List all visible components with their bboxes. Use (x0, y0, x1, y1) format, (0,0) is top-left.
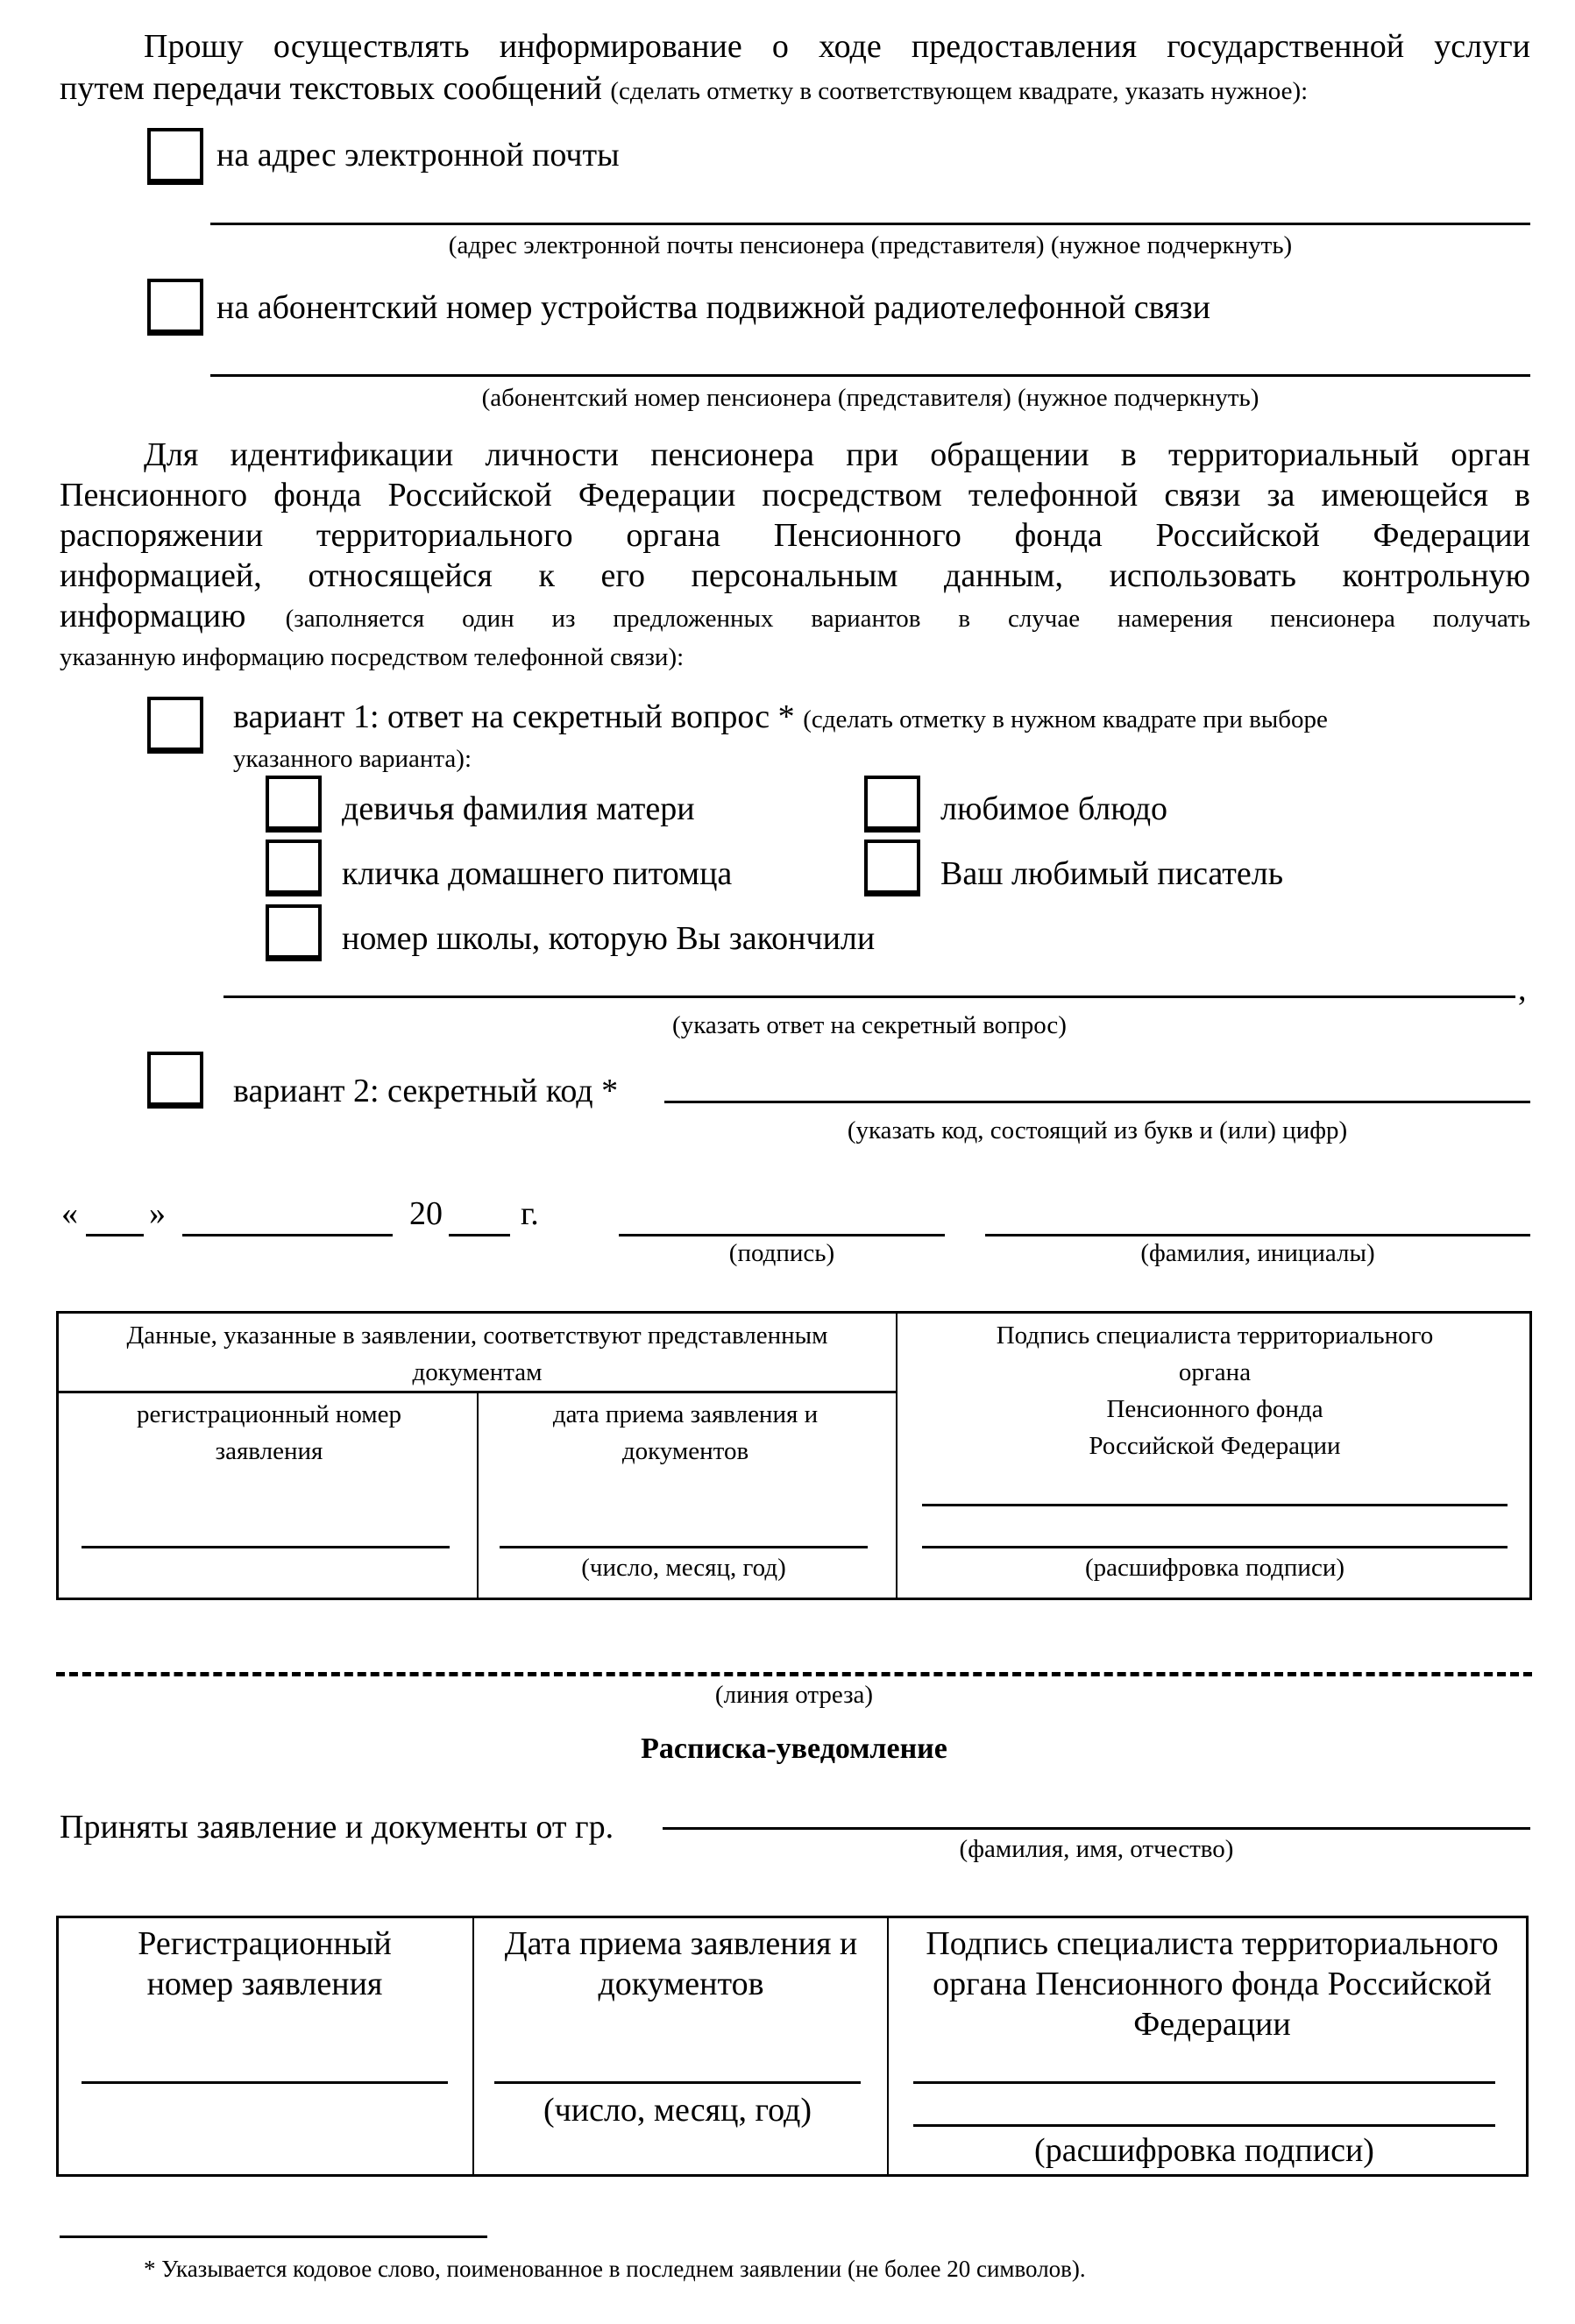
question-maiden-name-label: девичья фамилия матери (342, 790, 695, 827)
specialist-label-line3: Пенсионного фонда (1106, 1395, 1323, 1423)
office-use-table (56, 1311, 1532, 1600)
applicant-name-input-line[interactable] (663, 1827, 1530, 1830)
phone-input-line[interactable] (210, 374, 1530, 377)
specialist-decode-caption: (расшифровка подписи) (1084, 1554, 1345, 1582)
question-pet-name-checkbox[interactable] (266, 840, 322, 896)
ident-line-5-text: информацию (60, 598, 286, 634)
question-favorite-writer-checkbox[interactable] (864, 840, 920, 896)
receipt-date-caption: (число, месяц, год) (543, 2092, 812, 2129)
accepted-from-label: Приняты заявление и документы от гр. (60, 1809, 614, 1846)
secret-answer-input-line[interactable] (223, 995, 1515, 998)
notify-intro-line2 (60, 68, 1530, 109)
ident-line-6: указанную информацию посредством телефонной связи): (60, 643, 685, 671)
receipt-specialist-decode-input-line[interactable] (913, 2124, 1495, 2127)
receipt-table (56, 1916, 1529, 2177)
date-year-suffix: г. (521, 1195, 539, 1232)
variant1-label-text: вариант 1: ответ на секретный вопрос * (233, 698, 804, 735)
specialist-label-line1: Подпись специалиста территориального (996, 1321, 1434, 1350)
receipt-specialist-decode-caption: (расшифровка подписи) (1034, 2132, 1374, 2169)
receipt-specialist-signature-input-line[interactable] (913, 2081, 1495, 2084)
specialist-signature-input-line[interactable] (922, 1504, 1508, 1506)
ident-line-5 (60, 596, 1530, 636)
table-divider (477, 1391, 479, 1598)
ident-line-2: Пенсионного фонда Российской Федерации посредством телефонной связи за имеющейся в (60, 477, 1530, 514)
variant1-checkbox[interactable] (147, 697, 203, 754)
receipt-title: Расписка-уведомление (641, 1732, 947, 1765)
date-received-input-line[interactable] (500, 1546, 868, 1548)
table-divider (887, 1918, 889, 2174)
receipt-reg-number-label: Регистрационный номер заявления (138, 1925, 392, 2002)
ident-line-4: информацией, относящейся к его персональным данным, использовать контрольную (60, 557, 1530, 594)
phone-option-label: на абонентский номер устройства подвижной радиотелефонной связи (216, 289, 1210, 326)
notify-intro-text: путем передачи текстовых сообщений (60, 70, 611, 107)
question-school-number-label: номер школы, которую Вы закончили (342, 920, 876, 957)
receipt-reg-number-input-line[interactable] (82, 2081, 448, 2084)
specialist-label-line4: Российской Федерации (1089, 1432, 1341, 1460)
data-matches-header: Данные, указанные в заявлении, соответствуют представленным документам (126, 1321, 828, 1386)
date-month-input[interactable] (182, 1234, 393, 1236)
question-favorite-writer-label: Ваш любимый писатель (940, 855, 1284, 892)
question-school-number-checkbox[interactable] (266, 904, 322, 961)
date-open-quote: « (61, 1195, 78, 1232)
reg-number-input-line[interactable] (82, 1546, 450, 1548)
ident-line-5-note: (заполняется один из предложенных вариантов в случае намерения пенсионера получать (285, 605, 1530, 633)
variant1-label-note2: указанного варианта): (233, 745, 472, 773)
email-option-label: на адрес электронной почты (216, 137, 620, 174)
name-initials-input-line[interactable] (985, 1234, 1530, 1236)
date-day-input[interactable] (86, 1234, 144, 1236)
secret-code-input-line[interactable] (664, 1101, 1530, 1103)
date-received-label: дата приема заявления и документов (552, 1400, 819, 1465)
specialist-label-line2: органа (1178, 1358, 1252, 1386)
name-initials-caption: (фамилия, инициалы) (1140, 1239, 1375, 1267)
question-favorite-dish-label: любимое блюдо (940, 790, 1168, 827)
date-year-prefix: 20 (409, 1195, 443, 1232)
footnote-separator (60, 2235, 487, 2238)
secret-answer-caption: (указать ответ на секретный вопрос) (672, 1011, 1067, 1039)
phone-caption: (абонентский номер пенсионера (представителя) (нужное подчеркнуть) (481, 384, 1259, 412)
secret-answer-comma: , (1518, 971, 1527, 1008)
ident-line-1: Для идентификации личности пенсионера при обращении в территориальный орган (144, 436, 1530, 473)
ident-line-3: распоряжении территориального органа Пенсионного фонда Российской Федерации (60, 517, 1530, 554)
variant2-label: вариант 2: секретный код * (233, 1073, 619, 1109)
date-close-quote: » (149, 1195, 166, 1232)
email-checkbox[interactable] (147, 128, 203, 185)
footnote-text: * Указывается кодовое слово, поименованное в последнем заявлении (не более 20 символов). (144, 2256, 1086, 2282)
receipt-date-input-line[interactable] (494, 2081, 861, 2084)
specialist-decode-input-line[interactable] (922, 1546, 1508, 1548)
question-pet-name-label: кличка домашнего питомца (342, 855, 733, 892)
reg-number-label: регистрационный номер заявления (136, 1400, 402, 1465)
question-favorite-dish-checkbox[interactable] (864, 776, 920, 833)
date-received-caption: (число, месяц, год) (581, 1554, 786, 1582)
email-caption: (адрес электронной почты пенсионера (представителя) (нужное подчеркнуть) (448, 231, 1293, 259)
specialist-signature-label (897, 1317, 1532, 1464)
variant1-label-note: (сделать отметку в нужном квадрате при выборе (803, 705, 1328, 733)
phone-checkbox[interactable] (147, 279, 203, 336)
cut-line (56, 1672, 1532, 1676)
receipt-specialist-label: Подпись специалиста территориального органа Пенсионного фонда Российской Федерации (926, 1925, 1499, 2043)
secret-code-caption: (указать код, состоящий из букв и (или) цифр) (847, 1116, 1348, 1144)
applicant-name-caption: (фамилия, имя, отчество) (959, 1835, 1234, 1863)
table-divider (472, 1918, 474, 2174)
question-maiden-name-checkbox[interactable] (266, 776, 322, 833)
notify-intro-line1: Прошу осуществлять информирование о ходе предоставления государственной услуги (144, 28, 1530, 65)
variant2-checkbox[interactable] (147, 1052, 203, 1109)
email-input-line[interactable] (210, 223, 1530, 225)
cut-line-caption: (линия отреза) (714, 1681, 874, 1709)
date-year-input[interactable] (449, 1234, 510, 1236)
notify-intro-note: (сделать отметку в соответствующем квадрате, указать нужное): (610, 77, 1309, 105)
variant1-label (233, 697, 1328, 737)
signature-input-line[interactable] (619, 1234, 945, 1236)
receipt-date-label: Дата приема заявления и документов (504, 1925, 858, 2002)
signature-caption: (подпись) (728, 1239, 835, 1267)
